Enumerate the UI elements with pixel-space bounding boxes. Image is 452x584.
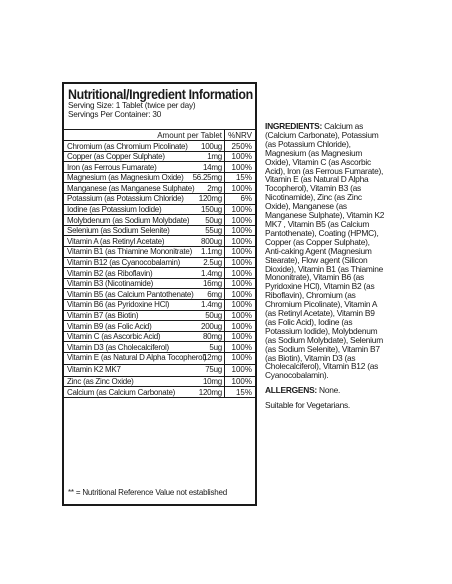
table-row <box>64 321 255 332</box>
nutrient-name: Vitamin B1 (as Thiamine Mononitrate) <box>67 247 192 257</box>
footnote: ** = Nutritional Reference Value not established <box>68 488 228 497</box>
nutrient-nrv: 100% <box>231 332 252 342</box>
column-divider <box>224 173 225 183</box>
column-divider <box>224 236 225 246</box>
nutrient-name: Vitamin K2 MK7 <box>67 365 121 375</box>
table-row <box>64 311 255 322</box>
table-row <box>64 268 255 279</box>
table-row <box>64 300 255 311</box>
column-divider <box>224 141 225 151</box>
nutrient-nrv: 100% <box>231 377 252 387</box>
column-divider <box>224 268 225 278</box>
nutrient-nrv: 15% <box>235 173 252 183</box>
nutrient-name: Potassium (as Potassium Chloride) <box>67 194 184 204</box>
nutrient-nrv: 100% <box>231 215 252 225</box>
nutrient-amount: 6mg <box>207 289 222 299</box>
table-row <box>64 365 255 377</box>
nutrient-nrv: 100% <box>231 300 252 310</box>
nutrient-amount: 200ug <box>201 321 222 331</box>
ingredients-label: INGREDIENTS: <box>265 121 323 131</box>
nutrient-amount: 55ug <box>205 226 222 236</box>
nutrient-name: Chromium (as Chromium Picolinate) <box>67 141 188 151</box>
nutrient-amount: 10mg <box>202 377 222 387</box>
nutrient-amount: 2.5ug <box>203 258 222 268</box>
nutrient-nrv: 100% <box>231 353 252 363</box>
nutrient-amount: 14mg <box>202 162 222 172</box>
nutrient-nrv: 100% <box>231 268 252 278</box>
column-divider <box>224 130 225 140</box>
nutrient-nrv: 100% <box>231 162 252 172</box>
column-divider <box>224 321 225 331</box>
nutrient-nrv: 100% <box>231 321 252 331</box>
column-divider <box>224 365 225 376</box>
column-divider <box>224 300 225 310</box>
nutrient-amount: 100ug <box>201 141 222 151</box>
nutrient-amount: 75ug <box>205 365 222 375</box>
nutrient-nrv: 100% <box>231 205 252 215</box>
table-row <box>64 342 255 353</box>
nutrient-amount: 50ug <box>205 311 222 320</box>
nutrient-name: Vitamin D3 (as Cholecalciferol) <box>67 342 169 352</box>
nutrient-nrv: 100% <box>231 226 252 236</box>
nutrient-nrv: 15% <box>235 387 252 397</box>
ingredients-column <box>265 122 385 416</box>
table-row <box>64 194 255 205</box>
table-row <box>64 141 255 152</box>
nutrient-amount: 1.1mg <box>201 247 222 257</box>
nutrient-name: Vitamin B5 (as Calcium Pantothenate) <box>67 289 194 299</box>
nutrient-amount: 5ug <box>209 342 222 352</box>
nutrient-name: Vitamin B3 (Nicotinamide) <box>67 279 154 289</box>
nutrient-name: Zinc (as Zinc Oxide) <box>67 377 134 387</box>
nutrient-nrv: 100% <box>231 258 252 268</box>
column-divider <box>224 353 225 364</box>
nutrient-amount: 120mg <box>198 387 222 397</box>
nutrient-name: Manganese (as Manganese Sulphate) <box>67 183 195 193</box>
column-divider <box>224 162 225 172</box>
column-divider <box>224 289 225 299</box>
nutrient-nrv: 100% <box>231 183 252 193</box>
table-row <box>64 247 255 258</box>
nutrient-amount: 1.4mg <box>201 268 222 278</box>
nutrient-name: Vitamin B2 (as Riboflavin) <box>67 268 153 278</box>
nutrient-nrv: 100% <box>231 342 252 352</box>
servings-per-container: Servings Per Container: 30 <box>68 109 162 119</box>
nutrient-nrv: 100% <box>231 289 252 299</box>
table-row <box>64 332 255 343</box>
ingredients-text: Calcium as (Calcium Carbonate), Potassium (as Potassium Chloride), Magnesium (as Magnesium Oxide), Vitamin C (as Ascorbic Acid), Iron (as Ferrous Fumarate), Vitamin E (as Natural D Alpha Tocopherol), Vitamin B3 (as Nicotinamide), Zinc (as Zinc Oxide), Manganese (as Manganese Sulphate), Vitamin K2 MK7 , Vitamin B5 (as Calcium Pantothenate), Coating (HPMC), Copper (as Copper Sulphate), Anti-caking Agent (Magnesium Stearate), Flow agent (Silicon Dioxide), Vitamin B1 (as Thiamine Mononitrate), Vitamin B6 (as Pyridoxine HCl), Vitamin B2 (as Riboflavin), Chromium (as Chromium Picolinate), Vitamin A (as Retinyl Acetate), Vitamin B9 (as Folic Acid), Iodine (as Potassium Iodide), Molybdenum (as Sodium Molybdate), Selenium (as Sodium Selenite), Vitamin B7 (as Biotin), Vitamin D3 (as Cholecalciferol), Vitamin B12 (as Cyanocobalamin). <box>265 121 385 381</box>
nutrient-amount: 800ug <box>201 236 222 246</box>
table-row <box>64 183 255 194</box>
nutrient-name: Vitamin B6 (as Pyridoxine HCl) <box>67 300 170 310</box>
table-row <box>64 215 255 226</box>
nutrient-nrv: 250% <box>231 141 252 151</box>
nutrient-name: Iron (as Ferrous Fumarate) <box>67 162 157 172</box>
table-row <box>64 173 255 184</box>
nutrient-amount: 12mg <box>202 353 222 363</box>
nutrient-name: Vitamin C (as Ascorbic Acid) <box>67 332 161 342</box>
column-divider <box>224 205 225 215</box>
column-divider <box>224 226 225 236</box>
suitable-note: Suitable for Vegetarians. <box>265 400 351 411</box>
table-row <box>64 353 255 365</box>
nutrient-nrv: 100% <box>231 311 252 320</box>
nutrient-nrv: 100% <box>231 247 252 257</box>
table-row <box>64 377 255 388</box>
nutrient-amount: 1mg <box>207 152 222 162</box>
nutrient-nrv: 6% <box>240 194 252 204</box>
table-row <box>64 236 255 247</box>
nutrient-nrv: 100% <box>231 365 252 375</box>
column-divider <box>224 387 225 397</box>
nutrient-amount: 56.25mg <box>192 173 222 183</box>
column-divider <box>224 258 225 268</box>
table-row <box>64 162 255 173</box>
table-header <box>64 129 255 141</box>
header-nrv: %NRV <box>228 131 252 140</box>
table-row <box>64 258 255 269</box>
column-divider <box>224 377 225 387</box>
nutrient-amount: 2mg <box>207 183 222 193</box>
table-row <box>64 152 255 163</box>
column-divider <box>224 194 225 204</box>
column-divider <box>224 332 225 342</box>
nutrient-name: Copper (as Copper Sulphate) <box>67 152 165 162</box>
table-row <box>64 289 255 300</box>
nutrient-amount: 50ug <box>205 215 222 225</box>
nutrient-name: Vitamin B9 (as Folic Acid) <box>67 321 152 331</box>
allergens-block <box>265 386 385 395</box>
panel-title: Nutritional/Ingredient Information <box>68 87 253 102</box>
table-row <box>64 226 255 237</box>
allergens-label: ALLERGENS: <box>265 385 317 396</box>
nutrient-name: Calcium (as Calcium Carbonate) <box>67 387 176 397</box>
column-divider <box>224 342 225 352</box>
column-divider <box>224 247 225 257</box>
nutrient-name: Selenium (as Sodium Selenite) <box>67 226 170 236</box>
nutrient-nrv: 100% <box>231 236 252 246</box>
nutrient-name: Vitamin B12 (as Cyanocobalamin) <box>67 258 181 268</box>
allergens-text: None. <box>319 385 341 396</box>
nutrient-amount: 150ug <box>201 205 222 215</box>
ingredients-block <box>265 122 385 380</box>
nutrient-name: Vitamin E (as Natural D Alpha Tocopherol) <box>67 353 207 363</box>
table-row <box>64 279 255 290</box>
nutrient-name: Molybdenum (as Sodium Molybdate) <box>67 215 190 225</box>
column-divider <box>224 279 225 289</box>
serving-size: Serving Size: 1 Tablet (twice per day) <box>68 101 196 110</box>
nutrient-amount: 1.4mg <box>201 300 222 310</box>
nutrient-table <box>64 141 255 398</box>
nutrient-nrv: 100% <box>231 279 252 289</box>
header-amount: Amount per Tablet <box>157 131 222 140</box>
column-divider <box>224 215 225 225</box>
nutrient-amount: 16mg <box>202 279 222 289</box>
nutrient-amount: 80mg <box>202 332 222 342</box>
nutrient-name: Vitamin B7 (as Biotin) <box>67 311 139 320</box>
nutrient-name: Vitamin A (as Retinyl Acetate) <box>67 236 165 246</box>
column-divider <box>224 311 225 321</box>
nutrition-panel <box>62 82 257 506</box>
nutrient-amount: 120mg <box>198 194 222 204</box>
nutrient-name: Iodine (as Potassium Iodide) <box>67 205 162 215</box>
column-divider <box>224 183 225 193</box>
column-divider <box>224 152 225 162</box>
nutrient-name: Magnesium (as Magnesium Oxide) <box>67 173 184 183</box>
table-row <box>64 205 255 216</box>
table-row <box>64 387 255 398</box>
nutrient-nrv: 100% <box>231 152 252 162</box>
